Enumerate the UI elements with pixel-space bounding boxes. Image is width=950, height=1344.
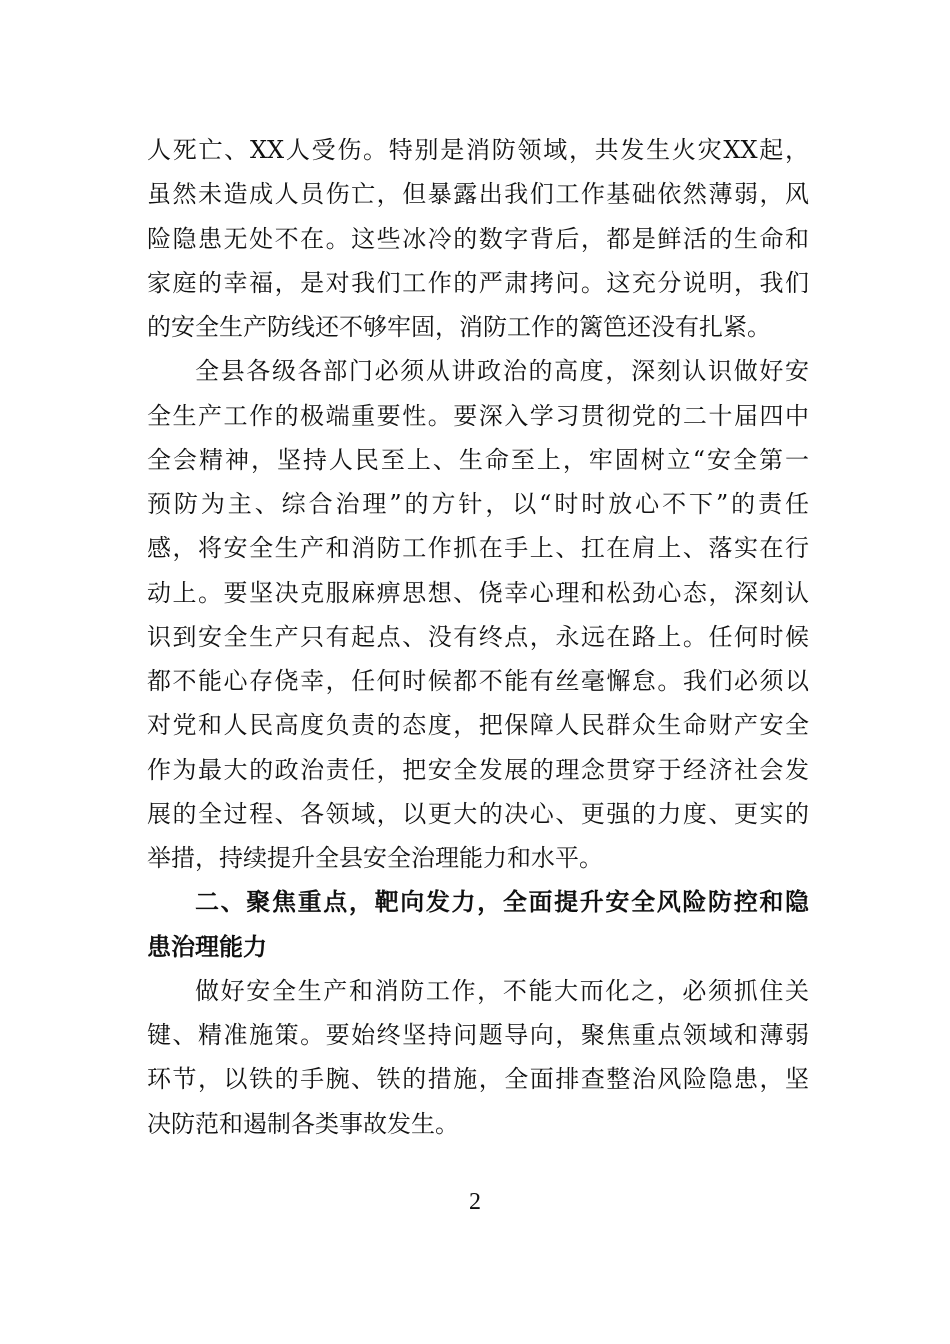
- paragraph-line: 的安全生产防线还不够牢固，消防工作的篱笆还没有扎紧。: [147, 313, 771, 341]
- paragraph-line: 全生产工作的极端重要性。要深入学习贯彻党的二十届四中: [147, 401, 809, 430]
- paragraph-line: 作为最大的政治责任，把安全发展的理念贯穿于经济社会发: [147, 755, 809, 784]
- paragraph-line: 决防范和遏制各类事故发生。: [147, 1109, 459, 1138]
- paragraph-line: 环节，以铁的手腕、铁的措施，全面排查整治风险隐患，坚: [147, 1065, 809, 1094]
- section-heading-line: 患治理能力: [147, 932, 267, 961]
- paragraph-line: 都不能心存侥幸，任何时候都不能有丝毫懈怠。我们必须以: [147, 667, 809, 695]
- page-number: 2: [469, 1189, 481, 1215]
- paragraph-line: 感，将安全生产和消防工作抓在手上、扛在肩上、落实在行: [147, 534, 809, 563]
- paragraph-line: 举措，持续提升全县安全治理能力和水平。: [147, 844, 603, 872]
- paragraph-line: 展的全过程、各领域，以更大的决心、更强的力度、更实的: [147, 799, 809, 828]
- section-heading-line: 二、聚焦重点，靶向发力，全面提升安全风险防控和隐: [195, 888, 809, 917]
- paragraph-line: 险隐患无处不在。这些冰冷的数字背后，都是鲜活的生命和: [147, 224, 809, 253]
- paragraph-line: 识到安全生产只有起点、没有终点，永远在路上。任何时候: [147, 622, 809, 651]
- paragraph-line: 家庭的幸福，是对我们工作的严肃拷问。这充分说明，我们: [147, 268, 809, 297]
- paragraph-line: 全会精神，坚持人民至上、生命至上，牢固树立“安全第一: [147, 445, 809, 474]
- paragraph-line: 对党和人民高度负责的态度，把保障人民群众生命财产安全: [147, 711, 809, 740]
- paragraph-line: 做好安全生产和消防工作，不能大而化之，必须抓住关: [195, 976, 809, 1005]
- paragraph-line: 人死亡、XX人受伤。特别是消防领域，共发生火灾XX起，: [147, 136, 809, 164]
- paragraph-line: 预防为主、综合治理”的方针，以“时时放心不下”的责任: [147, 490, 809, 518]
- paragraph-line: 全县各级各部门必须从讲政治的高度，深刻认识做好安: [195, 357, 809, 386]
- paragraph-line: 虽然未造成人员伤亡，但暴露出我们工作基础依然薄弱，风: [147, 180, 809, 209]
- paragraph-line: 动上。要坚决克服麻痹思想、侥幸心理和松劲心态，深刻认: [147, 578, 809, 607]
- paragraph-line: 键、精准施策。要始终坚持问题导向，聚焦重点领域和薄弱: [147, 1021, 809, 1049]
- document-body: [147, 128, 809, 1146]
